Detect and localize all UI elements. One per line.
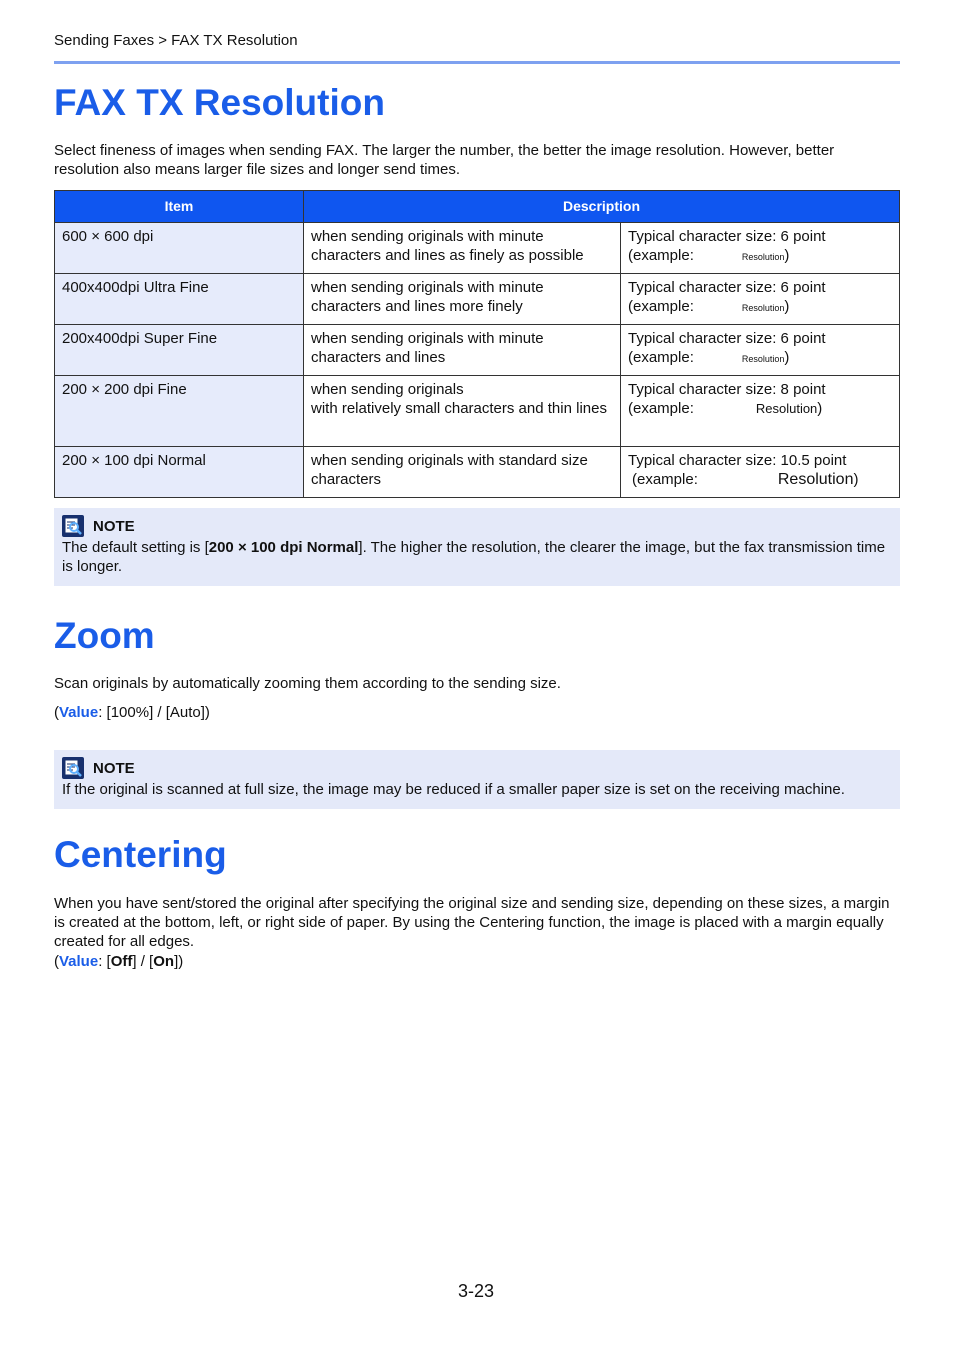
example-text bbox=[628, 348, 892, 369]
value-label: Value bbox=[59, 953, 99, 970]
heading-centering: Centering bbox=[54, 834, 227, 875]
example-prefix: (example: bbox=[628, 349, 694, 366]
table-row bbox=[55, 447, 900, 498]
fax-intro-text: Select fineness of images when sending FAX. The larger the number, the better the image resolution. However, better resolution also means larger file sizes and longer send times. bbox=[54, 142, 835, 178]
size-text: Typical character size: 6 point bbox=[628, 330, 826, 347]
example-text bbox=[628, 246, 892, 267]
header-description: Description bbox=[304, 191, 900, 223]
example-prefix: (example: bbox=[628, 298, 694, 315]
table-row bbox=[55, 376, 900, 447]
row-desc: when sending originals with standard size characters bbox=[304, 447, 621, 498]
header-item: Item bbox=[55, 191, 304, 223]
row-desc: when sending originals with minute characters and lines bbox=[304, 325, 621, 376]
centering-value-text bbox=[54, 952, 900, 971]
row-desc: when sending originals with minute characters and lines more finely bbox=[304, 274, 621, 325]
note-magnifier-icon bbox=[62, 757, 84, 779]
value-text: : [100%] / [Auto]) bbox=[98, 704, 210, 721]
example-prefix: (example: bbox=[628, 247, 694, 264]
centering-intro-text: When you have sent/stored the original after specifying the original size and sending size, depending on these sizes, a margin is created at the bottom, left, or right side of paper. By using the Centering function, the image is placed with a margin equally created for all edges. bbox=[54, 895, 890, 950]
example-suffix: ) bbox=[784, 247, 790, 264]
value-off: Off bbox=[110, 953, 133, 970]
example-suffix: ) bbox=[817, 400, 823, 417]
row-size bbox=[621, 325, 900, 376]
example-suffix: ) bbox=[784, 298, 790, 315]
note-text: If the original is scanned at full size, the image may be reduced if a smaller paper size is set on the receiving machine. bbox=[62, 781, 845, 798]
size-text: Typical character size: 8 point bbox=[628, 381, 826, 398]
note-box-fax bbox=[54, 508, 900, 586]
example-suffix: ) bbox=[853, 471, 859, 488]
row-item: 200x400dpi Super Fine bbox=[55, 325, 304, 376]
value-open: ( bbox=[54, 704, 59, 721]
note-text bbox=[62, 538, 892, 576]
example-word: Resolution bbox=[741, 303, 785, 313]
example-text bbox=[628, 399, 892, 418]
note-text-bold: 200 × 100 dpi Normal bbox=[208, 539, 359, 556]
size-text: Typical character size: 10.5 point bbox=[628, 452, 847, 469]
value-close: ]) bbox=[174, 953, 184, 970]
example-word: Resolution bbox=[755, 401, 818, 416]
page-number: 3-23 bbox=[458, 1281, 495, 1301]
example-word: Resolution bbox=[741, 354, 785, 364]
example-text bbox=[628, 470, 892, 489]
table-row bbox=[55, 223, 900, 274]
value-sep2: ] / [ bbox=[132, 953, 154, 970]
example-prefix: (example: bbox=[628, 400, 694, 417]
breadcrumb: Sending Faxes > FAX TX Resolution bbox=[54, 32, 298, 49]
example-word: Resolution bbox=[777, 471, 854, 488]
heading-zoom: Zoom bbox=[54, 615, 155, 656]
zoom-intro-text: Scan originals by automatically zooming them according to the sending size. bbox=[54, 675, 561, 692]
zoom-value-text bbox=[54, 703, 900, 722]
row-size bbox=[621, 447, 900, 498]
table-row bbox=[55, 274, 900, 325]
row-size bbox=[621, 376, 900, 447]
row-size bbox=[621, 223, 900, 274]
note-box-zoom bbox=[54, 750, 900, 809]
row-item: 200 × 100 dpi Normal bbox=[55, 447, 304, 498]
note-label: NOTE bbox=[93, 759, 135, 777]
size-text: Typical character size: 6 point bbox=[628, 279, 826, 296]
table-header-row bbox=[55, 191, 900, 223]
row-item: 400x400dpi Ultra Fine bbox=[55, 274, 304, 325]
example-suffix: ) bbox=[784, 349, 790, 366]
heading-fax-tx-resolution: FAX TX Resolution bbox=[54, 82, 385, 123]
note-magnifier-icon bbox=[62, 515, 84, 537]
value-open: ( bbox=[54, 953, 59, 970]
note-header bbox=[62, 515, 892, 537]
value-label: Value bbox=[59, 704, 99, 721]
row-size bbox=[621, 274, 900, 325]
note-text-after: ]. The higher the resolution, the clearer the image, but the fax transmission time is longer. bbox=[62, 539, 886, 575]
row-desc: when sending originals with minute characters and lines as finely as possible bbox=[304, 223, 621, 274]
value-sep1: : [ bbox=[98, 953, 111, 970]
row-desc-line1: when sending originals bbox=[311, 381, 464, 398]
note-label: NOTE bbox=[93, 517, 135, 535]
row-item: 600 × 600 dpi bbox=[55, 223, 304, 274]
note-text-before: The default setting is [ bbox=[62, 539, 209, 556]
value-on: On bbox=[153, 953, 175, 970]
resolution-table bbox=[54, 190, 900, 498]
row-item: 200 × 200 dpi Fine bbox=[55, 376, 304, 447]
row-desc bbox=[304, 376, 621, 447]
note-header bbox=[62, 757, 892, 779]
example-text bbox=[628, 297, 892, 318]
row-desc-line2: with relatively small characters and thin lines bbox=[311, 400, 607, 417]
example-prefix: (example: bbox=[632, 471, 698, 488]
header-rule bbox=[54, 61, 900, 64]
example-word: Resolution bbox=[741, 252, 785, 262]
size-text: Typical character size: 6 point bbox=[628, 228, 826, 245]
table-row bbox=[55, 325, 900, 376]
